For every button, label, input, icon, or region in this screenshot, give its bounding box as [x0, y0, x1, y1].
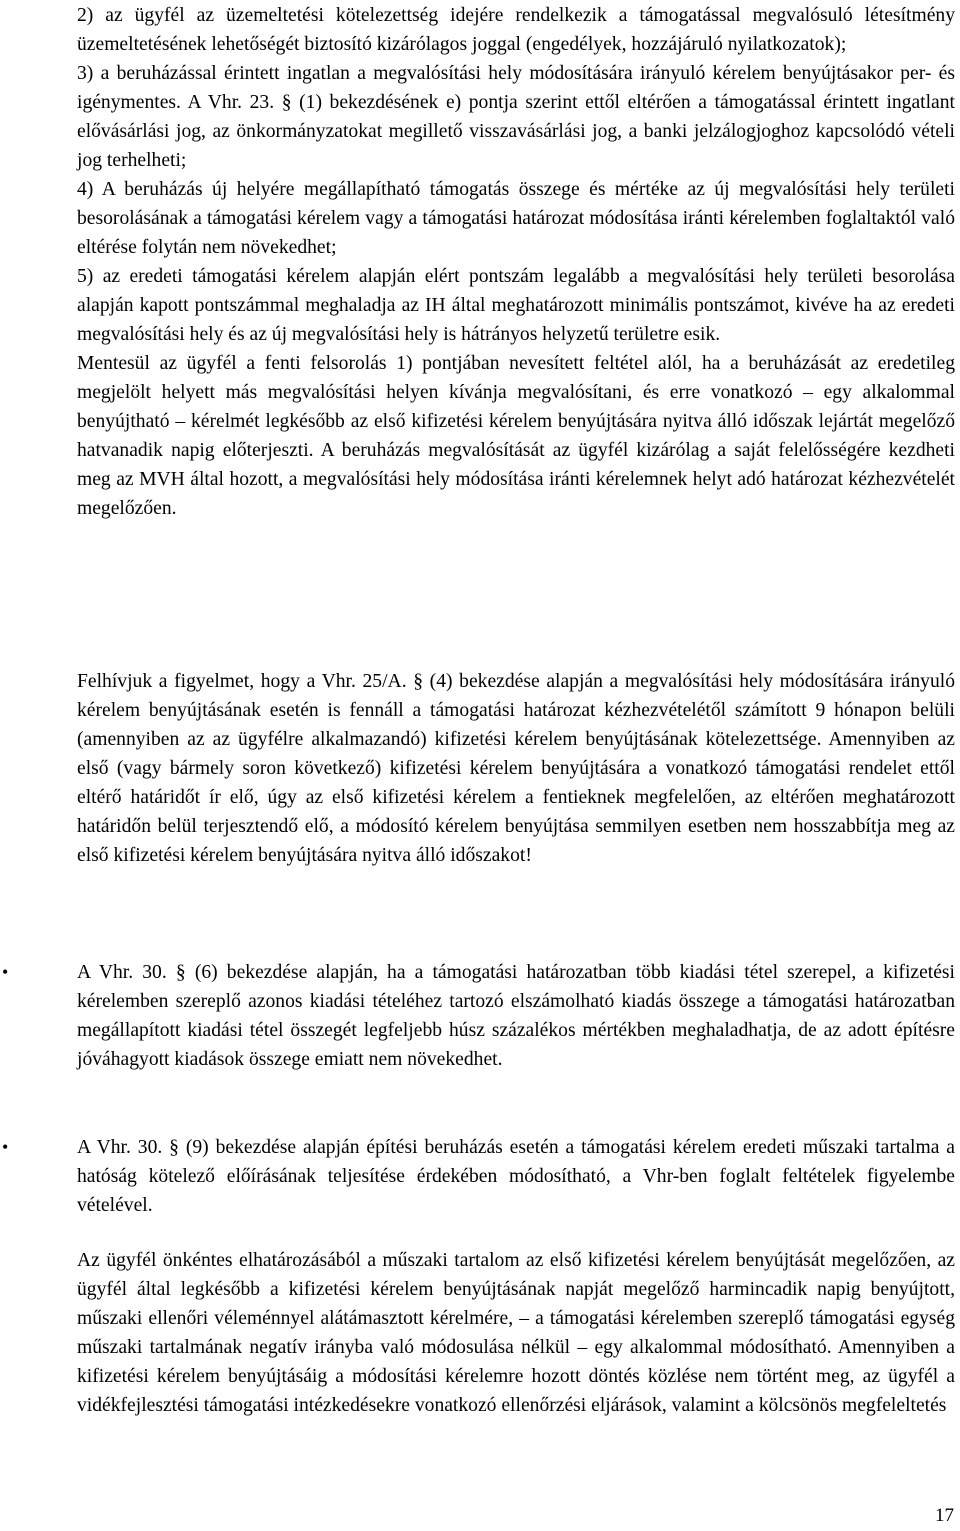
bullet-text: A Vhr. 30. § (9) bekezdése alapján építési beruházás esetén a támogatási kérelem eredeti műszaki tartalma a hatóság kötelező előírásának teljesítése érdekében módosítható, a Vhr-ben foglalt feltételek figyelembe vételével. — [77, 1137, 955, 1216]
bullet-item-vhr-30-9 — [77, 1133, 955, 1220]
conditions-list-block — [77, 1, 955, 523]
voluntary-modification-block — [77, 1246, 955, 1420]
condition-5-paragraph: 5) az eredeti támogatási kérelem alapján elért pontszám legalább a megvalósítási hely területi besorolása alapján kapott pontszámmal meghaladja az IH által meghatározott minimális pontszámot, kivéve ha az eredeti megvalósítási hely és az új megvalósítási hely is hátrányos helyzetű területre esik. — [77, 266, 955, 345]
bullet-text: A Vhr. 30. § (6) bekezdése alapján, ha a támogatási határozatban több kiadási tétel szerepel, a kifizetési kérelemben szereplő azonos kiadási tételéhez tartozó elszámolható kiadás összege a támogatási határozatban megállapított kiadási tétel összegét legfeljebb húsz százalékos mértékben meghaladhatja, de az adott építésre jóváhagyott kiadások összege emiatt nem növekedhet. — [77, 962, 955, 1070]
condition-4-paragraph: 4) A beruházás új helyére megállapítható támogatás összege és mértéke az új megvalósítási hely területi besorolásának a támogatási kérelem vagy a támogatási határozat módosítása iránti kérelemben foglaltaktól való eltérése folytán nem növekedhet; — [77, 179, 955, 258]
notice-paragraph: Felhívjuk a figyelmet, hogy a Vhr. 25/A. § (4) bekezdése alapján a megvalósítási hely módosítására irányuló kérelem benyújtásának esetén is fennáll a támogatási határozat kézhezvételétől számított 9 hónapon belüli (amennyiben az az ügyfélre alkalmazandó) kifizetési kérelem benyújtásának kötelezettsége. Amennyiben az első (vagy bármely soron következő) kifizetési kérelem benyújtására a vonatkozó támogatási rendelet ettől eltérő határidőt ír elő, úgy az első kifizetési kérelem a fentieknek megfelelően, az eltérően meghatározott határidőn belül terjesztendő elő, a módosító kérelem benyújtása semmilyen esetben nem hosszabbítja meg az első kifizetési kérelem benyújtására nyitva álló időszakot! — [77, 671, 955, 866]
bullet-marker: • — [2, 962, 9, 982]
condition-2-paragraph: 2) az ügyfél az üzemeltetési kötelezettség idejére rendelkezik a támogatással megvalósuló létesítmény üzemeltetésének lehetőségét biztosító kizárólagos joggal (engedélyek, hozzájáruló nyilatkozatok); — [77, 5, 955, 55]
voluntary-modification-paragraph: Az ügyfél önkéntes elhatározásából a műszaki tartalom az első kifizetési kérelem benyújtását megelőzően, az ügyfél által legkésőbb a kifizetési kérelem benyújtásának napját megelőző harmincadik napig benyújtott, műszaki ellenőri véleménnyel alátámasztott kérelmére, – a támogatási kérelemben szereplő támogatási egység műszaki tartalmának negatív irányba való módosulása nélkül – egy alkalommal módosítható. Amennyiben a kifizetési kérelem benyújtásáig a módosítási kérelemre hozott döntés közlése nem történt meg, az ügyfél a vidékfejlesztési támogatási intézkedésekre vonatkozó ellenőrzési eljárások, valamint a kölcsönös megfeleltetés — [77, 1250, 955, 1416]
notice-block — [77, 667, 955, 870]
condition-3-paragraph: 3) a beruházással érintett ingatlan a megvalósítási hely módosítására irányuló kérelem benyújtásakor per- és igénymentes. A Vhr. 23. § (1) bekezdésének e) pontja szerint ettől eltérően a támogatással érintett ingatlant elővásárlási jog, az önkormányzatokat megillető visszavásárlási jog, a banki jelzálogjoghoz kapcsolódó vételi jog terhelheti; — [77, 63, 955, 171]
bullet-item-vhr-30-6 — [77, 958, 955, 1074]
bullet-marker: • — [2, 1137, 9, 1157]
exemption-paragraph: Mentesül az ügyfél a fenti felsorolás 1) pontjában nevesített feltétel alól, ha a beruházását az eredetileg megjelölt helyett más megvalósítási helyen kívánja megvalósítani, és erre vonatkozó – egy alkalommal benyújtható – kérelmét legkésőbb az első kifizetési kérelem benyújtására nyitva álló időszak lejártát megelőző hatvanadik napig előterjeszti. A beruházás megvalósítását az ügyfél kizárólag a saját felelősségére kezdheti meg az MVH által hozott, a megvalósítási hely módosítása iránti kérelemnek helyt adó határozat kézhezvételét megelőzően. — [77, 353, 955, 519]
page-number: 17 — [935, 1505, 954, 1526]
